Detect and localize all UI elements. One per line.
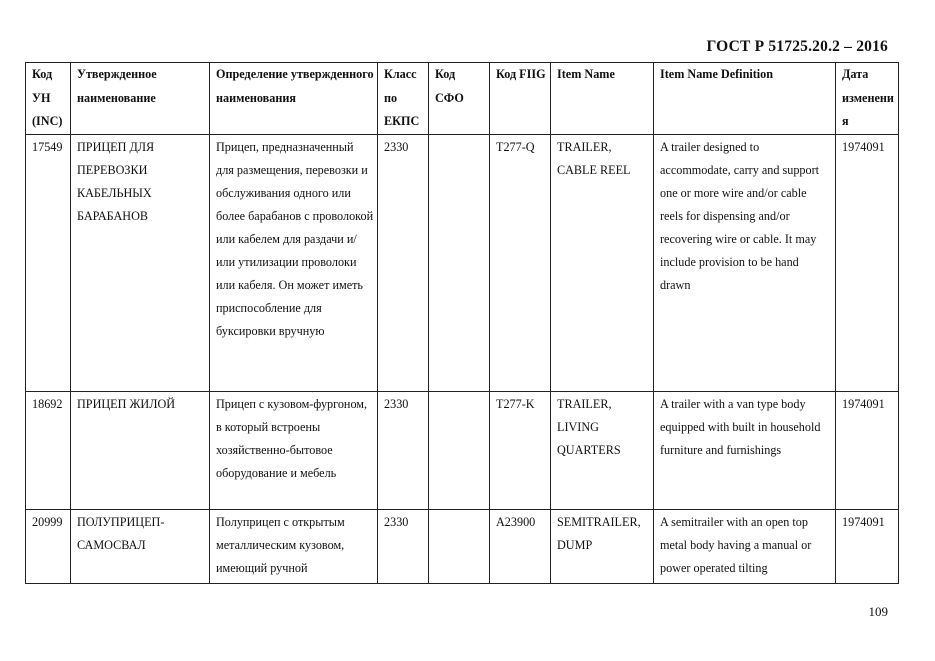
column-header: Item Name Definition [654, 63, 836, 135]
table-cell: 1974091 [836, 135, 899, 392]
table-cell: A trailer with a van type body equipped with built in household furniture and furnishings [654, 392, 836, 510]
page-number: 109 [868, 604, 888, 619]
document-title: ГОСТ Р 51725.20.2 – 2016 [706, 38, 888, 55]
table-cell: 2330 [378, 135, 429, 392]
table-cell: ПОЛУПРИЦЕП-САМОСВАЛ [71, 510, 210, 584]
table-cell: Прицеп с кузовом-фургоном, в который встроены хозяйственно-бытовое оборудование и мебель [210, 392, 378, 510]
table-row [26, 135, 899, 392]
table-row [26, 392, 899, 510]
nomenclature-table [25, 62, 899, 584]
column-header: Дата изменения [836, 63, 899, 135]
table-cell [429, 392, 490, 510]
column-header: Определение утвержденного наименования [210, 63, 378, 135]
table-cell: 1974091 [836, 392, 899, 510]
table-cell: 20999 [26, 510, 71, 584]
table-cell: A semitrailer with an open top metal body having a manual or power operated tilting [654, 510, 836, 584]
table-cell: TRAILER, CABLE REEL [551, 135, 654, 392]
table-cell: A23900 [490, 510, 551, 584]
table-cell: T277-K [490, 392, 551, 510]
table-row [26, 510, 899, 584]
table-cell: 2330 [378, 510, 429, 584]
table-cell: 17549 [26, 135, 71, 392]
table-cell [429, 510, 490, 584]
table-cell: 1974091 [836, 510, 899, 584]
column-header: Утвержденное наименование [71, 63, 210, 135]
column-header: Код УН (INC) [26, 63, 71, 135]
table-cell: ПРИЦЕП ЖИЛОЙ [71, 392, 210, 510]
table-cell: 2330 [378, 392, 429, 510]
table-cell: T277-Q [490, 135, 551, 392]
table-cell: A trailer designed to accommodate, carry and support one or more wire and/or cable reels for dispensing and/or recovering wire or cable. It may include provision to be hand drawn [654, 135, 836, 392]
table-cell: TRAILER, LIVING QUARTERS [551, 392, 654, 510]
table-cell: 18692 [26, 392, 71, 510]
table-header-row [26, 63, 899, 135]
column-header: Код СФО [429, 63, 490, 135]
column-header: Item Name [551, 63, 654, 135]
table-cell [429, 135, 490, 392]
table-cell: ПРИЦЕП ДЛЯ ПЕРЕВОЗКИ КАБЕЛЬНЫХ БАРАБАНОВ [71, 135, 210, 392]
table-cell: Прицеп, предназначенный для размещения, перевозки и обслуживания одного или более барабанов с проволокой или кабелем для раздачи и/или утилизации проволоки или кабеля. Он может иметь приспособление для буксировки вручную [210, 135, 378, 392]
column-header: Код FIIG [490, 63, 551, 135]
column-header: Класс по ЕКПС [378, 63, 429, 135]
table-cell: SEMITRAILER, DUMP [551, 510, 654, 584]
table-cell: Полуприцеп с открытым металлическим кузовом, имеющий ручной [210, 510, 378, 584]
